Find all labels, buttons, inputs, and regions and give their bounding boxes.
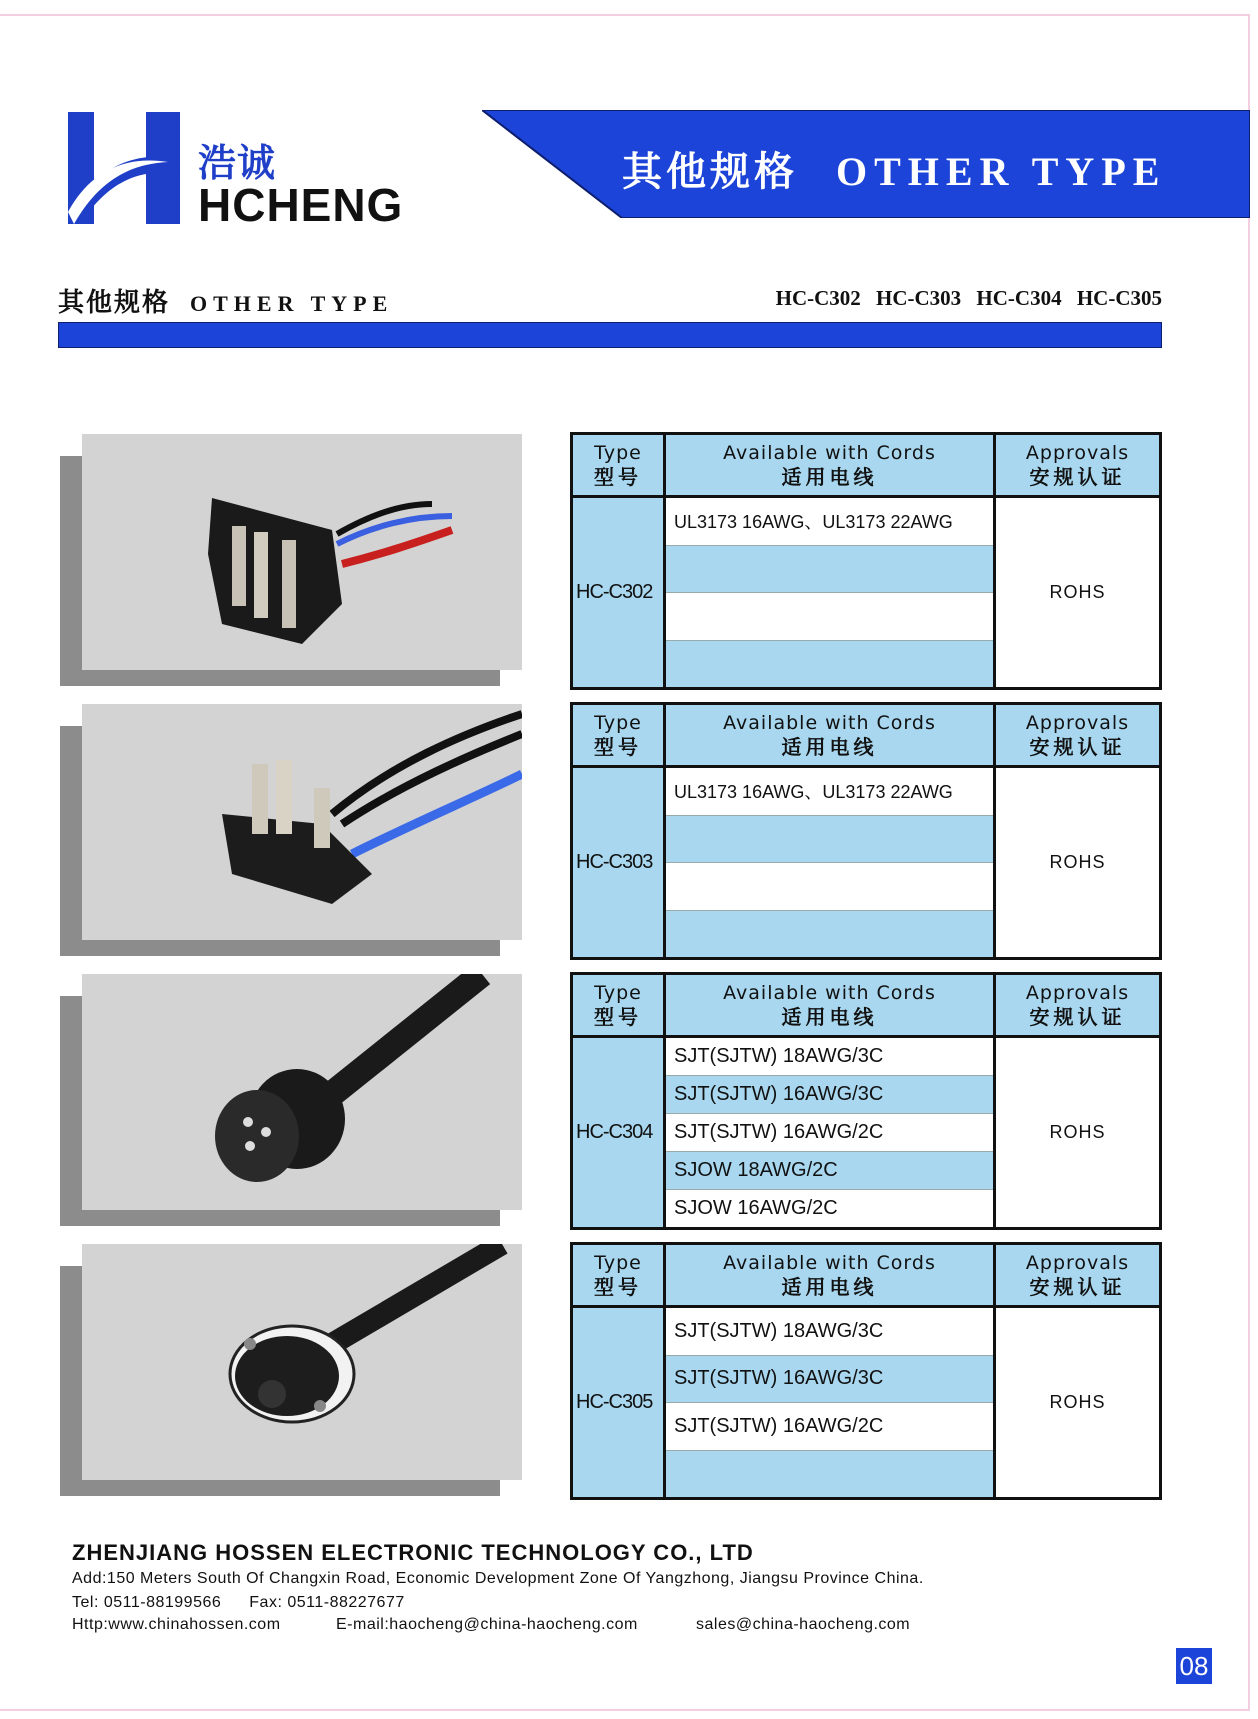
type-header: Type 型号	[573, 975, 663, 1038]
company-name: ZHENJIANG HOSSEN ELECTRONIC TECHNOLOGY CO., LTD	[72, 1540, 754, 1565]
product-photo-hc-c303	[60, 704, 520, 944]
hcheng-logo-icon	[68, 112, 180, 224]
approvals-header: Approvals 安规认证	[996, 435, 1159, 498]
approvals-header: Approvals 安规认证	[996, 975, 1159, 1038]
approvals-header: Approvals 安规认证	[996, 705, 1159, 768]
type-header: Type 型号	[573, 435, 663, 498]
cord-row	[666, 816, 993, 864]
connector-icon	[82, 434, 522, 670]
cord-row	[666, 641, 993, 688]
cord-row: SJT(SJTW) 18AWG/3C	[666, 1038, 993, 1076]
cord-row	[666, 546, 993, 594]
cord-row: SJT(SJTW) 16AWG/3C	[666, 1356, 993, 1404]
cord-row	[666, 1451, 993, 1498]
section-models: HC-C302 HC-C303 HC-C304 HC-C305	[775, 286, 1162, 310]
cords-header: Available with Cords 适用电线	[663, 975, 996, 1038]
fax-number: Fax: 0511-88227677	[249, 1594, 405, 1611]
banner-title-cn: 其他规格	[622, 148, 798, 195]
approvals-header: Approvals 安规认证	[996, 1245, 1159, 1308]
spec-table-hc-c304	[570, 972, 1162, 1230]
product-photo-hc-c305	[60, 1244, 520, 1484]
approvals-cell: ROHS	[996, 1038, 1159, 1227]
spec-table-hc-c305	[570, 1242, 1162, 1500]
website-link[interactable]: Http:www.chinahossen.com	[72, 1616, 281, 1633]
type-header: Type 型号	[573, 1245, 663, 1308]
approvals-cell: ROHS	[996, 1308, 1159, 1497]
cord-row: SJT(SJTW) 16AWG/3C	[666, 1076, 993, 1114]
product-photo-hc-c302	[60, 434, 520, 674]
section-title	[58, 282, 393, 319]
cords-header: Available with Cords 适用电线	[663, 705, 996, 768]
cords-header: Available with Cords 适用电线	[663, 435, 996, 498]
type-header: Type 型号	[573, 705, 663, 768]
banner-title-en: OTHER TYPE	[836, 149, 1167, 194]
product-photo-hc-c304	[60, 974, 520, 1214]
section-title-cn: 其他规格	[58, 288, 171, 318]
page-number: 08	[1176, 1648, 1212, 1684]
logo-english-name: HCHENG	[198, 179, 404, 231]
panel-socket-icon	[82, 1244, 522, 1480]
type-cell: HC-C302	[573, 498, 663, 687]
phone-fax-line	[72, 1594, 405, 1612]
cord-row: UL3173 16AWG、UL3173 22AWG	[666, 768, 993, 816]
type-cell: HC-C303	[573, 768, 663, 957]
cords-list	[663, 1308, 996, 1497]
cords-header: Available with Cords 适用电线	[663, 1245, 996, 1308]
approvals-cell: ROHS	[996, 498, 1159, 687]
email-link[interactable]: E-mail:haocheng@china-haocheng.com	[336, 1616, 638, 1633]
cord-row: SJT(SJTW) 16AWG/2C	[666, 1114, 993, 1152]
type-cell: HC-C304	[573, 1038, 663, 1227]
spec-table-hc-c303	[570, 702, 1162, 960]
connector-icon	[82, 704, 522, 940]
phone-number: Tel: 0511-88199566	[72, 1594, 222, 1611]
logo-chinese-name: 浩诚	[198, 141, 277, 185]
cord-row: SJOW 16AWG/2C	[666, 1190, 993, 1227]
cord-row	[666, 911, 993, 958]
web-email-line	[72, 1616, 911, 1634]
section-title-en: OTHER TYPE	[190, 291, 394, 316]
cord-row	[666, 863, 993, 911]
type-cell: HC-C305	[573, 1308, 663, 1497]
spec-table-hc-c302	[570, 432, 1162, 690]
socket-icon	[82, 974, 522, 1210]
cord-row: UL3173 16AWG、UL3173 22AWG	[666, 498, 993, 546]
banner-title	[622, 140, 1166, 197]
approvals-cell: ROHS	[996, 768, 1159, 957]
section-divider-bar	[58, 322, 1162, 348]
cord-row	[666, 593, 993, 641]
cords-list	[663, 768, 996, 957]
cord-row: SJT(SJTW) 18AWG/3C	[666, 1308, 993, 1356]
cord-row: SJOW 18AWG/2C	[666, 1152, 993, 1190]
cords-list	[663, 1038, 996, 1227]
cord-row: SJT(SJTW) 16AWG/2C	[666, 1403, 993, 1451]
sales-email-link[interactable]: sales@china-haocheng.com	[696, 1616, 911, 1633]
cords-list	[663, 498, 996, 687]
company-address: Add:150 Meters South Of Changxin Road, Economic Development Zone Of Yangzhong, Jiangsu Province China.	[72, 1570, 924, 1587]
